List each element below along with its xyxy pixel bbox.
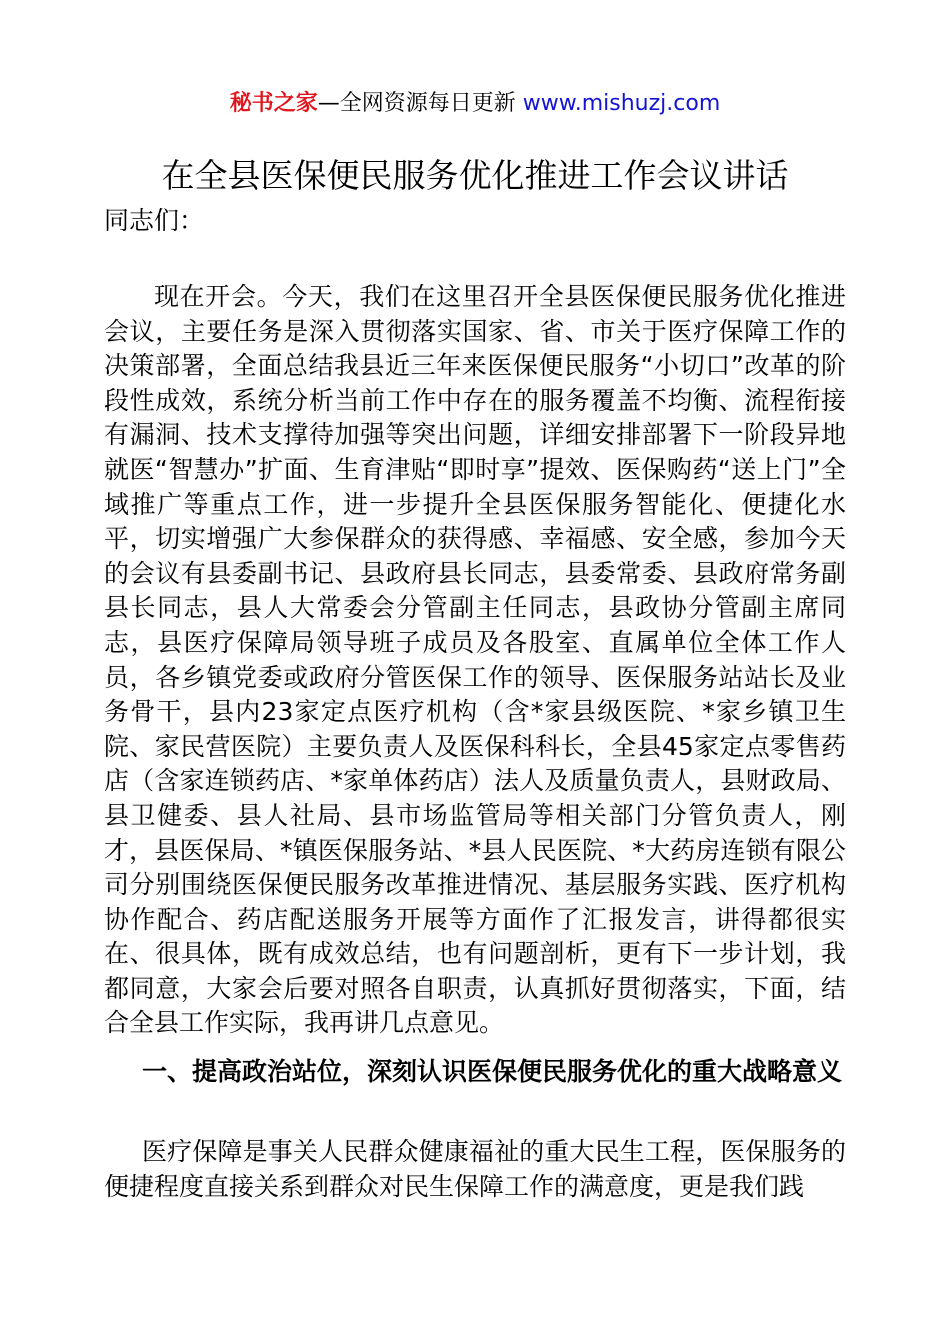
document-title: 在全县医保便民服务优化推进工作会议讲话 bbox=[161, 156, 789, 195]
paragraph-1: 现在开会。今天，我们在这里召开全县医保便民服务优化推进会议，主要任务是深入贯彻落实国家、省、市关于医疗保障工作的决策部署，全面总结我县近三年来医保便民服务“小切口”改革的阶段性成效，系统分析当前工作中存在的服务覆盖不均衡、流程衔接有漏洞、技术支撑待加强等突出问题，详细安排部署下一阶段异地就医“智慧办”扩面、生育津贴“即时享”提效、医保购药“送上门”全域推广等重点工作，进一步提升全县医保服务智能化、便捷化水平，切实增强广大参保群众的获得感、幸福感、安全感，参加今天的会议有县委副书记、县政府县长同志，县委常委、县政府常务副县长同志，县人大常委会分管副主任同志，县政协分管副主席同志，县医疗保障局领导班子成员及各股室、直属单位全体工作人员，各乡镇党委或政府分管医保工作的领导、医保服务站站长及业务骨干，县内23家定点医疗机构（含*家县级医院、*家乡镇卫生院、家民营医院）主要负责人及医保科科长，全县45家定点零售药店（含家连锁药店、*家单体药店）法人及质量负责人，县财政局、县卫健委、县人社局、县市场监管局等相关部门分管负责人，刚才，县医保局、*镇医保服务站、*县人民医院、*大药房连锁有限公司分别围绕医保便民服务改革推进情况、基层服务实践、医疗机构协作配合、药店配送服务开展等方面作了汇报发言，讲得都很实在、很具体，既有成效总结，也有问题剖析，更有下一步计划，我都同意，大家会后要对照各自职责，认真抓好贯彻落实，下面，结合全县工作实际，我再讲几点意见。 bbox=[104, 282, 846, 1038]
site-header bbox=[0, 88, 950, 120]
greeting: 同志们： bbox=[104, 206, 205, 235]
site-brand: 秘书之家 bbox=[229, 91, 318, 116]
site-url-link[interactable]: www.mishuzj.com bbox=[522, 91, 721, 116]
section-heading-1: 一、提高政治站位，深刻认识医保便民服务优化的重大战略意义 bbox=[142, 1057, 843, 1086]
paragraph-2: 医疗保障是事关人民群众健康福祉的重大民生工程，医保服务的便捷程度直接关系到群众对民生保障工作的满意度，更是我们践 bbox=[104, 1137, 846, 1201]
site-tagline: —全网资源每日更新 bbox=[317, 91, 523, 116]
